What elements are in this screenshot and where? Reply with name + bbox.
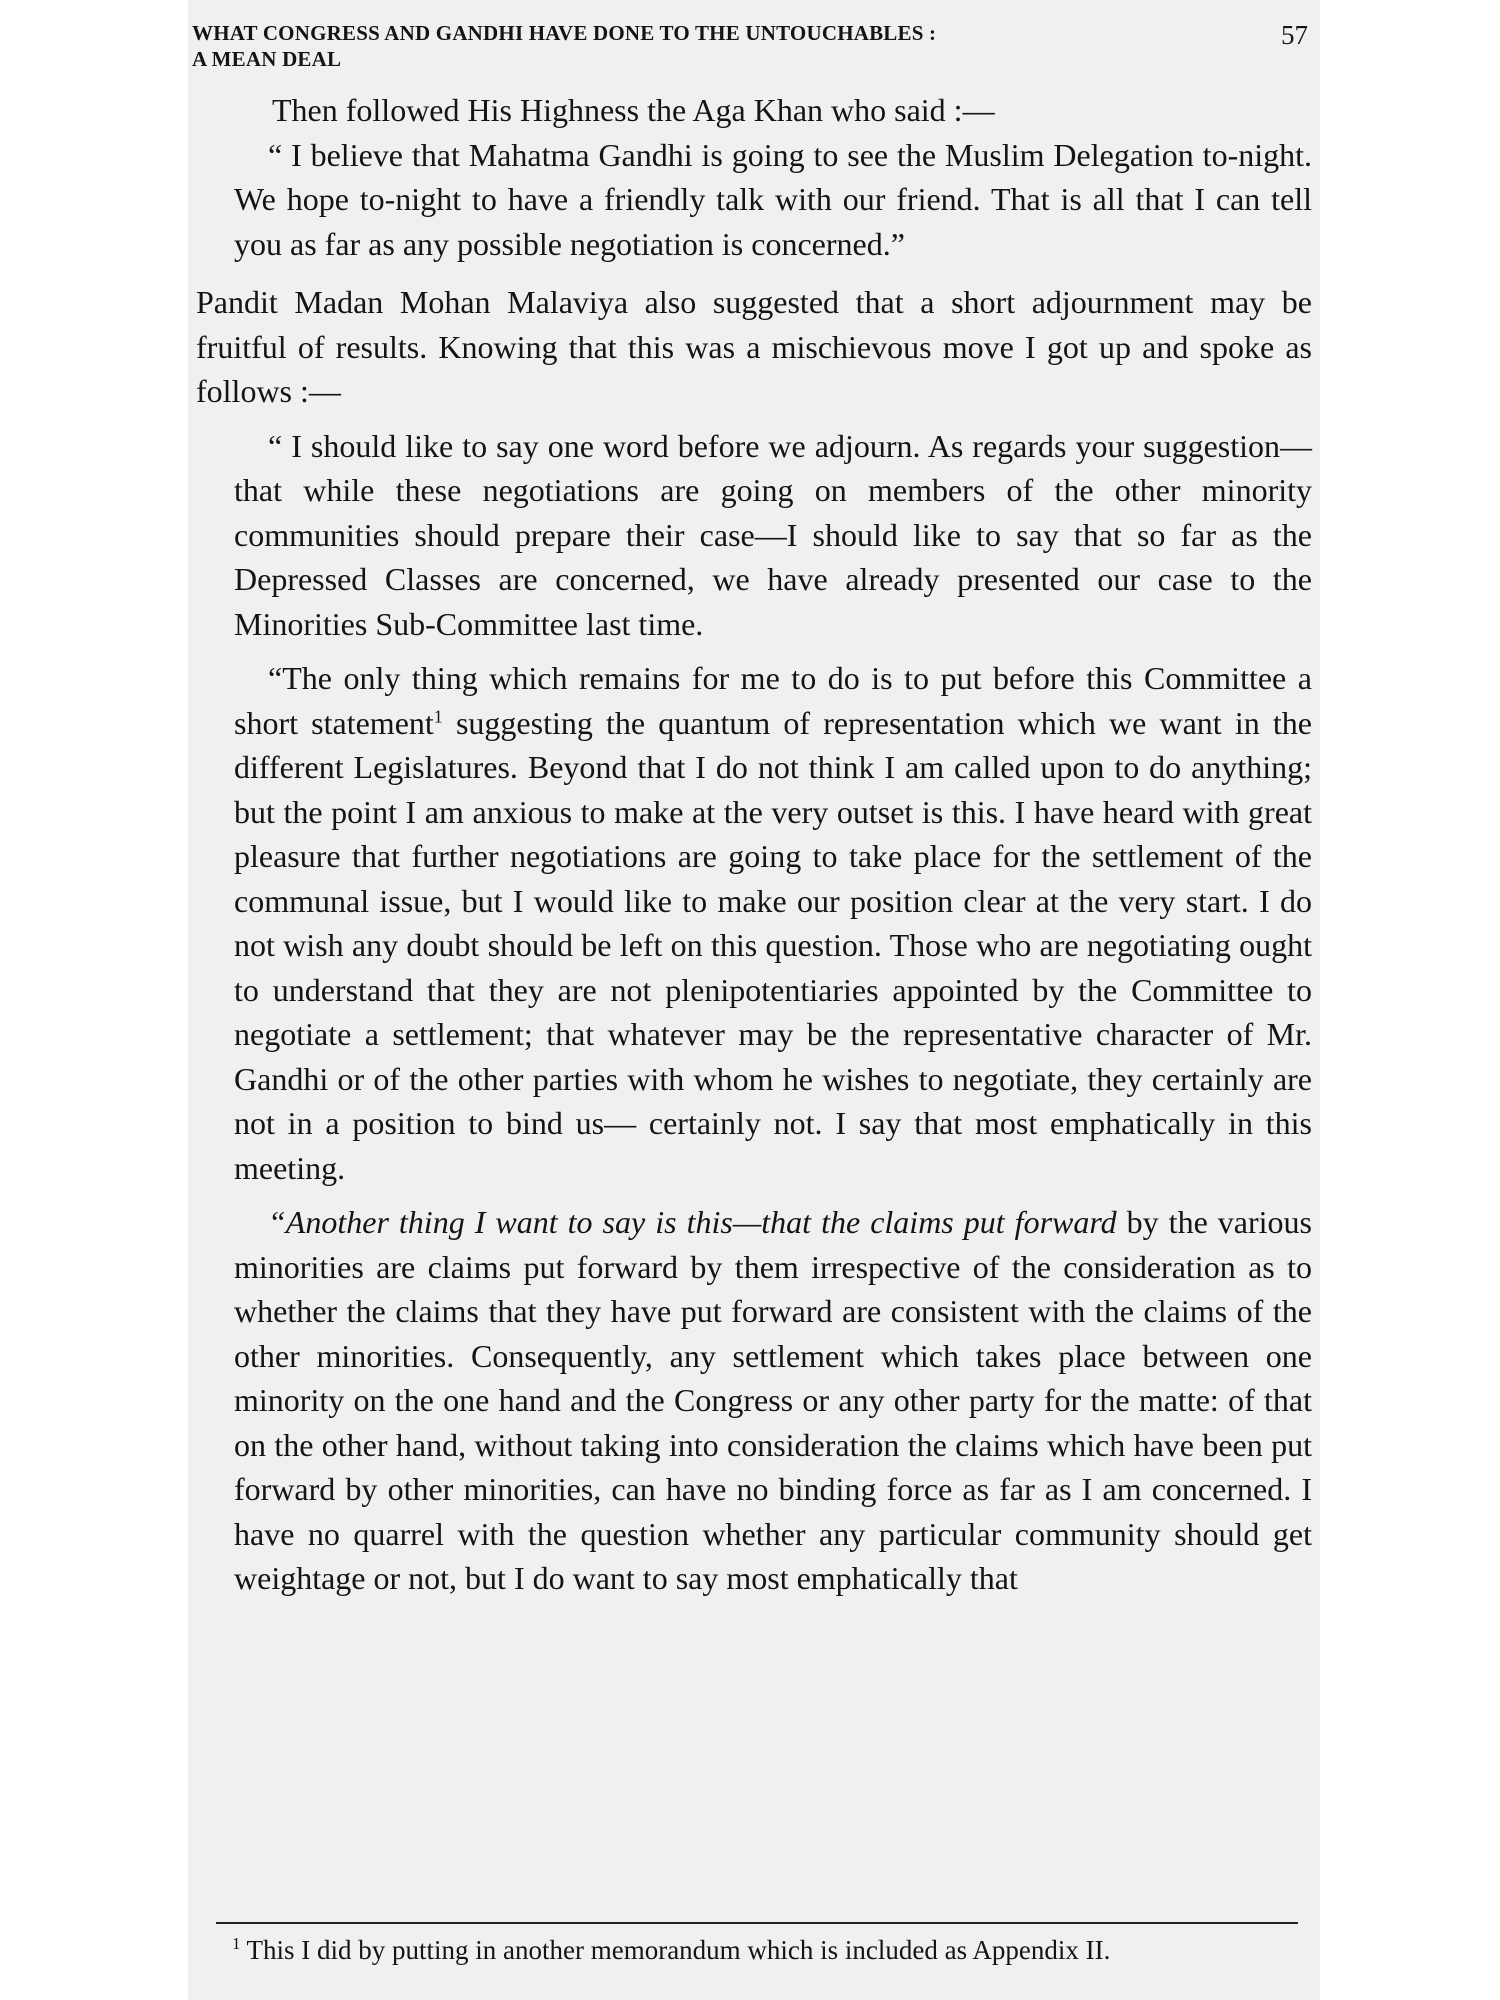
running-head (192, 20, 1092, 72)
paragraph-aga-khan-quote: “ I believe that Mahatma Gandhi is going to see the Muslim Delegation to-night. We hope to-night to have a friendly talk with our friend. That is all that I can tell you as far as any possible negotiation is concerned.” (234, 136, 1312, 262)
paragraph-another-thing-text: by the various minorities are claims put forward by them irrespective of the consideration as to whether the claims that they have put forward are consistent with the claims of the other minorities. Consequently, any settlement which takes place between one minority on the one hand and the Congress or any other party for the matte: of that on the other hand, without taking into consideration the claims which have been put forward by other minorities, can have no binding force as far as I am concerned. I have no quarrel with the question whether any particular community should get weightage or not, but I do want to say most emphatically that (234, 1204, 1313, 1596)
paragraph-aga-khan-intro: Then followed His Highness the Aga Khan who said :— (272, 92, 995, 128)
footnote-divider (216, 1922, 1298, 1924)
footnote-reference: 1 (433, 705, 443, 726)
paragraph-adjourn-quote: “ I should like to say one word before we adjourn. As regards your suggestion—that while these negotiations are going on members of the other minority communities should prepare their case—I should like to say that so far as the Depressed Classes are concerned, we have already presented our case to the Minorities Sub-Committee last time. (234, 427, 1312, 642)
paragraph-malaviya-suggestion: Pandit Madan Mohan Malaviya also suggested that a short adjournment may be fruitful of results. Knowing that this was a mischievous move I got up and spoke as follows :— (196, 284, 1312, 409)
paragraph-only-thing-text-b: suggesting the quantum of representation which we want in the different Legislatures. Beyond that I do not think I am called upon to do anything; but the point I am anxious to make at the very outset is this. I have heard with great pleasure that further negotiations are going to take place for the settlement of the communal issue, but I would like to make our position clear at the very start. I do not wish any doubt should be left on this question. Those who are negotiating ought to understand that they are not plenipotentiaries appointed by the Committee to negotiate a settlement; that whatever may be the representative character of Mr. Gandhi or of the other parties with whom he wishes to negotiate, they certainly are not in a position to bind us— certainly not. I say that most emphatically in this meeting. (234, 704, 1313, 1186)
page-body (188, 88, 1320, 1601)
page-number: 57 (1281, 20, 1308, 50)
paragraph-another-thing-quote (188, 1200, 1320, 1601)
running-head-line-2: A MEAN DEAL (192, 47, 342, 71)
paragraph-only-thing-text-a: “The only thing which remains for me to do is to put before this Committee a short statement (234, 660, 1312, 741)
paragraph-only-thing-quote (188, 656, 1320, 1190)
book-page (188, 0, 1320, 2000)
footnote (232, 1934, 1312, 1966)
paragraph-another-thing-italic: “Another thing I want to say is this—that the claims put forward (268, 1204, 1117, 1240)
running-head-line-1: WHAT CONGRESS AND GANDHI HAVE DONE TO THE UNTOUCHABLES : (192, 21, 937, 45)
page-header (192, 20, 1312, 76)
footnote-number: 1 (232, 1934, 241, 1953)
footnote-text: This I did by putting in another memorandum which is included as Appendix II. (246, 1935, 1111, 1965)
